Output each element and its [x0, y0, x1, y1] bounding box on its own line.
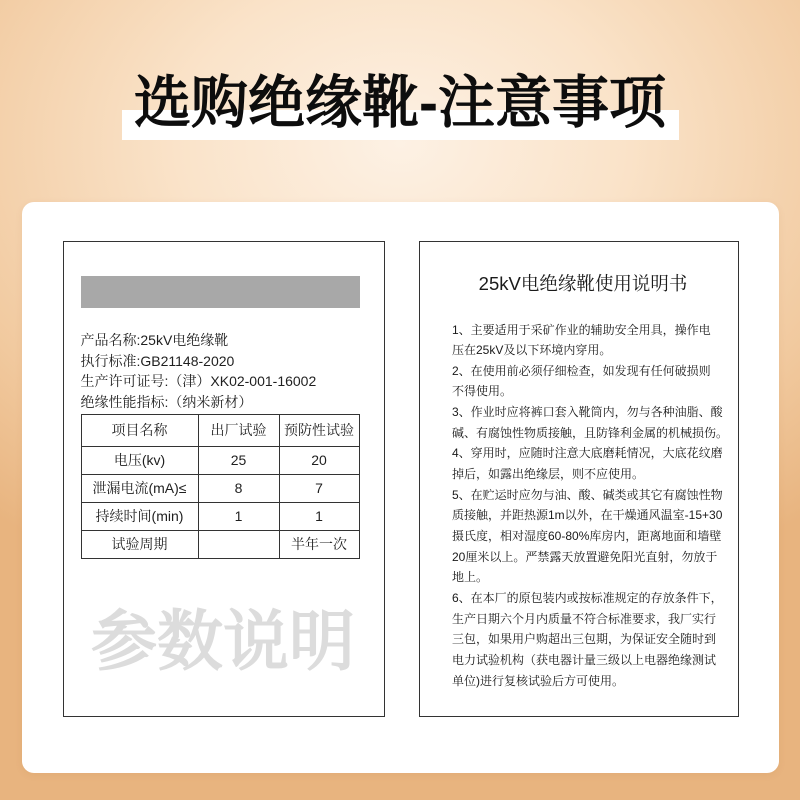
manual-card — [419, 241, 739, 717]
manual-line: 生产日期六个月内质量不符合标准要求，我厂实行 — [452, 611, 717, 626]
manual-body — [452, 320, 728, 692]
manual-line: 单位)进行复核试验后方可使用。 — [452, 673, 624, 688]
spec-table-cell: 1 — [279, 502, 359, 530]
spec-table-cell: 8 — [198, 474, 279, 502]
spec-line-insulation: 绝缘性能指标:（纳米新材） — [80, 393, 253, 410]
manual-line: 三包，如果用户购超出三包期，为保证安全随时到 — [452, 632, 717, 647]
spec-table-row — [81, 446, 359, 474]
manual-line: 3、作业时应将裤口套入靴筒内，勿与各种油脂、酸 — [452, 405, 723, 420]
manual-line: 1、主要适用于采矿作业的辅助安全用具，操作电 — [452, 322, 711, 337]
spec-table-cell: 泄漏电流(mA)≤ — [81, 474, 198, 502]
page-title: 选购绝缘靴-注意事项 — [134, 71, 666, 135]
spec-table-cell: 25 — [198, 446, 279, 474]
manual-line: 20厘米以上。严禁露天放置避免阳光直射，勿放于 — [452, 549, 718, 564]
manual-line: 质接触，并距热源1m以外，在干燥通风温室-15+30 — [452, 508, 723, 523]
manual-line: 2、在使用前必须仔细检查，如发现有任何破损则 — [452, 363, 711, 378]
spec-table-cell: 半年一次 — [279, 530, 359, 558]
spec-card — [63, 241, 385, 717]
spec-table-row — [81, 502, 359, 530]
spec-table-cell: 1 — [198, 502, 279, 530]
spec-table-header-cell: 项目名称 — [81, 414, 198, 446]
manual-line: 电力试验机构（获电器计量三级以上电器绝缘测试 — [452, 653, 717, 667]
spec-line-license: 生产许可证号:（津）XK02-001-16002 — [80, 373, 317, 389]
spec-table — [81, 414, 360, 559]
manual-line: 地上。 — [452, 570, 489, 585]
manual-line: 碱、有腐蚀性物质接触，且防锋利金属的机械损伤。 — [452, 425, 729, 440]
content-panel — [22, 202, 779, 773]
manual-line: 掉后，如露出绝缘层，则不应使用。 — [452, 467, 645, 482]
manual-line: 压在25kV及以下环境内穿用。 — [452, 343, 612, 358]
manual-line: 4、穿用时，应随时注意大底磨耗情况，大底花纹磨 — [452, 446, 723, 461]
spec-table-row — [81, 530, 359, 558]
spec-table-row — [81, 474, 359, 502]
spec-table-cell: 7 — [279, 474, 359, 502]
spec-table-cell — [198, 530, 279, 558]
spec-info — [81, 330, 317, 412]
spec-table-cell: 电压(kv) — [81, 446, 198, 474]
spec-table-header-cell: 预防性试验 — [279, 414, 359, 446]
manual-title: 25kV电绝缘靴使用说明书 — [478, 273, 688, 294]
manual-line: 不得使用。 — [452, 384, 513, 399]
manual-line: 5、在贮运时应勿与油、酸、碱类或其它有腐蚀性物 — [452, 487, 723, 502]
redaction-bar — [81, 276, 360, 308]
spec-line-product-name: 产品名称:25kV电绝缘靴 — [80, 332, 229, 348]
spec-table-cell: 20 — [279, 446, 359, 474]
params-watermark-label: 参数说明 — [91, 604, 355, 678]
manual-line: 6、在本厂的原包装内或按标准规定的存放条件下， — [452, 591, 723, 606]
spec-table-header-row — [81, 414, 359, 446]
manual-line: 摄氏度，相对湿度60-80%库房内，距离地面和墙壁 — [452, 529, 722, 544]
spec-line-standard: 执行标准:GB21148-2020 — [80, 352, 235, 369]
spec-table-header-cell: 出厂试验 — [198, 414, 279, 446]
spec-table-cell: 试验周期 — [81, 530, 198, 558]
spec-table-cell: 持续时间(min) — [81, 502, 198, 530]
